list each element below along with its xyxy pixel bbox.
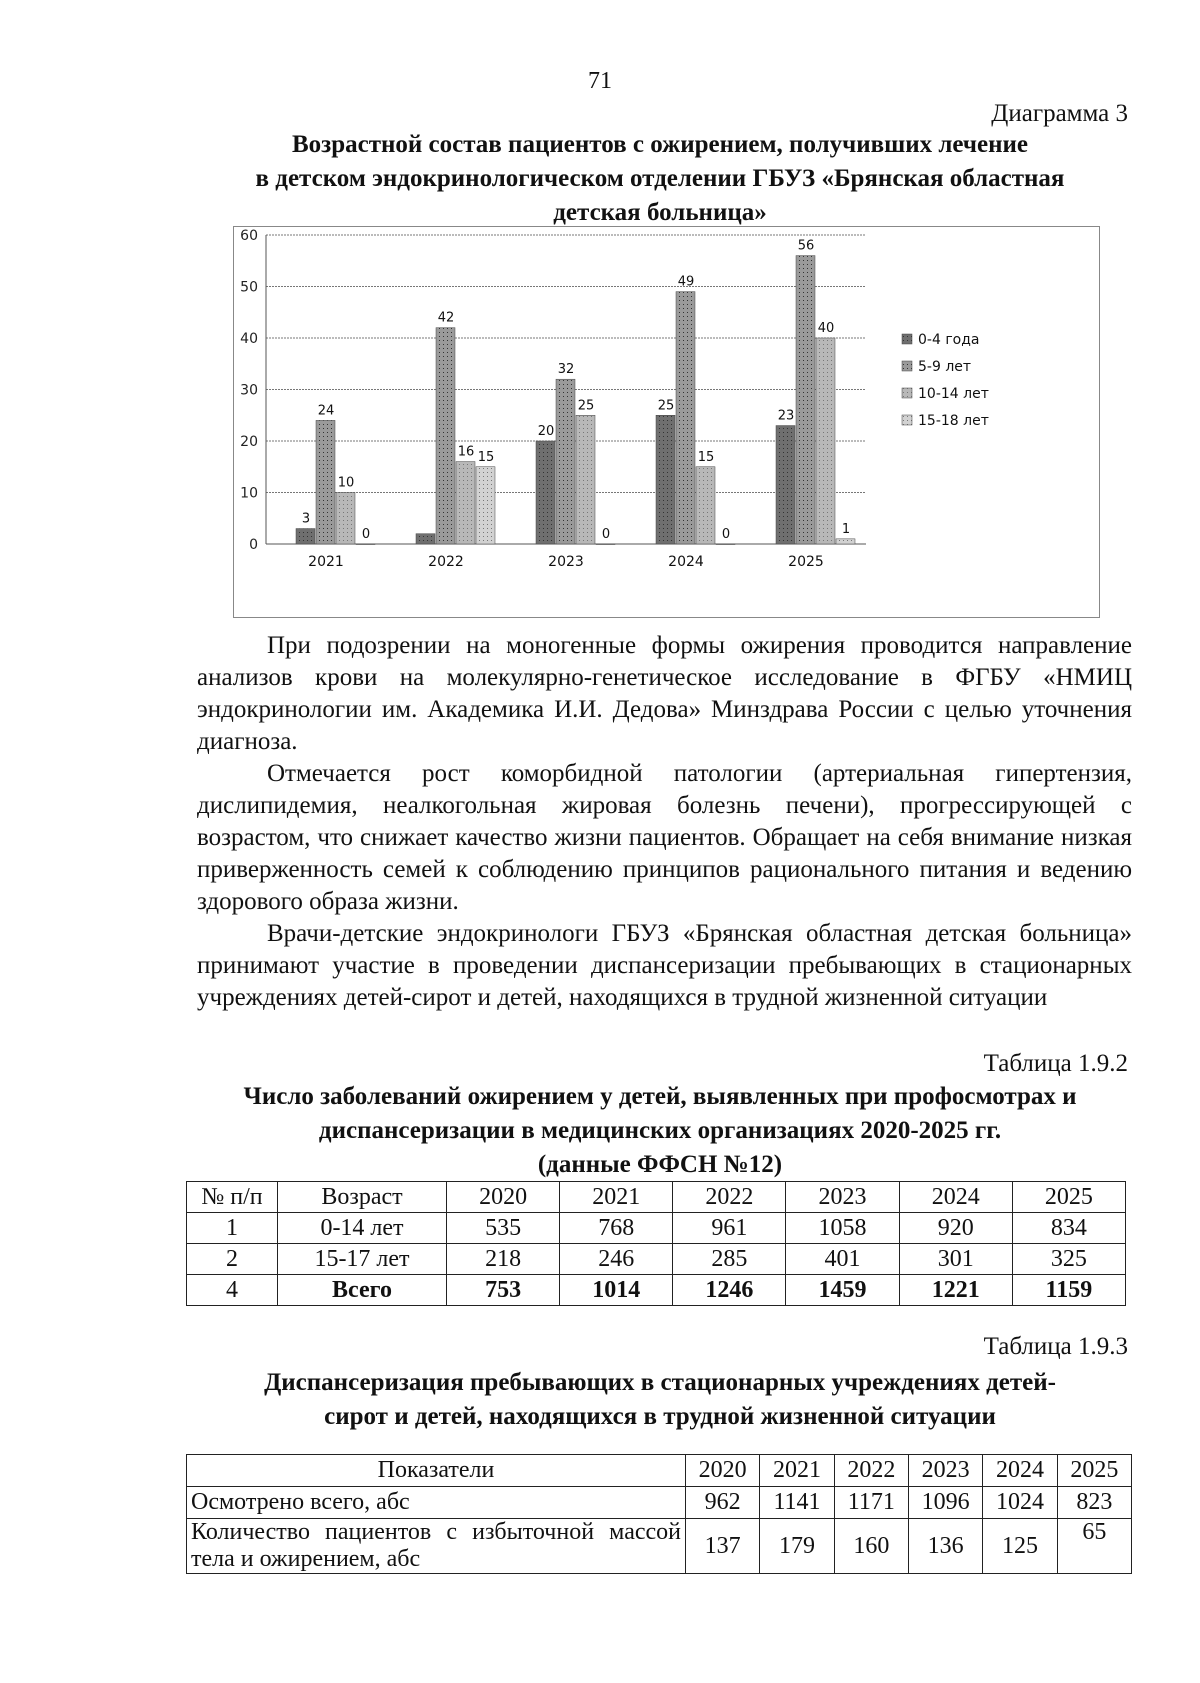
data-label: 0 — [361, 527, 371, 542]
legend-swatch — [902, 334, 912, 344]
bar — [716, 544, 735, 545]
header-cell: 2024 — [983, 1455, 1057, 1487]
data-label: 20 — [537, 424, 555, 439]
bar — [576, 415, 595, 544]
header-cell: 2025 — [1012, 1182, 1125, 1213]
table-row — [187, 1519, 1132, 1574]
table-cell: 1221 — [899, 1275, 1012, 1306]
table-cell: 920 — [899, 1213, 1012, 1244]
table2-title — [180, 1366, 1140, 1434]
data-label: 42 — [437, 310, 455, 326]
bar — [776, 426, 795, 544]
header-cell: 2025 — [1057, 1455, 1131, 1487]
legend-label: 0-4 года — [918, 332, 980, 348]
x-tick-label: 2021 — [308, 554, 344, 570]
header-cell: 2024 — [899, 1182, 1012, 1213]
bar — [816, 338, 835, 544]
header-cell: 2020 — [447, 1182, 560, 1213]
bar — [676, 292, 695, 544]
y-tick-label: 10 — [240, 485, 258, 502]
bar — [356, 544, 375, 545]
y-tick-label: 40 — [240, 331, 258, 347]
legend-swatch — [902, 415, 912, 425]
bar — [596, 544, 615, 545]
data-label: 15 — [477, 449, 495, 465]
table-obesity-cases — [186, 1181, 1126, 1306]
table-cell: 325 — [1012, 1244, 1125, 1275]
header-cell: 2023 — [786, 1182, 899, 1213]
x-tick-label: 2025 — [788, 554, 824, 570]
data-label: 25 — [657, 398, 675, 414]
table-cell: 1141 — [760, 1487, 834, 1519]
y-tick-label: 30 — [240, 382, 258, 399]
table-cell: 962 — [686, 1487, 760, 1519]
table-cell: 246 — [560, 1244, 673, 1275]
table-cell: 15-17 лет — [278, 1244, 447, 1275]
table-cell: 1058 — [786, 1213, 899, 1244]
data-label: 40 — [817, 321, 835, 336]
data-label: 32 — [557, 362, 575, 378]
header-cell: 2023 — [908, 1455, 982, 1487]
data-label: 10 — [337, 475, 355, 491]
table-cell: Количество пациентов с избыточной массой тела и ожирением, абс — [187, 1519, 686, 1574]
table-cell: 125 — [983, 1519, 1057, 1574]
data-label: 15 — [697, 449, 715, 465]
diagram-title-line: Возрастной состав пациентов с ожирением, получивших лечение — [291, 131, 1029, 158]
y-tick-label: 0 — [249, 537, 258, 553]
bar — [456, 462, 475, 544]
bar — [696, 467, 715, 544]
table-cell: 1096 — [908, 1487, 982, 1519]
bar — [316, 420, 335, 544]
table-cell: 1171 — [834, 1487, 908, 1519]
data-label: 16 — [457, 444, 475, 460]
bar — [556, 379, 575, 544]
bar — [836, 539, 855, 544]
header-cell: Возраст — [278, 1182, 447, 1213]
table-cell: 753 — [447, 1275, 560, 1306]
x-tick-label: 2024 — [668, 554, 704, 570]
x-tick-label: 2022 — [428, 554, 464, 570]
table-cell: 834 — [1012, 1213, 1125, 1244]
paragraph: Врачи-детские эндокринологи ГБУЗ «Брянская областная детская больница» принимают участие в проведении диспансеризации пребывающих в стационарных учреждениях детей-сирот и детей, находящихся в трудной жизненной ситуации — [197, 920, 1132, 1011]
legend-label: 5-9 лет — [918, 359, 972, 375]
table-cell: 179 — [760, 1519, 834, 1574]
table-cell: 218 — [447, 1244, 560, 1275]
table-cell: 1159 — [1012, 1275, 1125, 1306]
data-label: 3 — [301, 511, 311, 527]
y-tick-label: 60 — [240, 228, 258, 244]
table-row — [187, 1244, 1126, 1275]
header-cell: 2021 — [760, 1455, 834, 1487]
page-number: 71 — [588, 68, 612, 94]
table1-title-line: Число заболеваний ожирением у детей, выявленных при профосмотрах и — [243, 1083, 1077, 1110]
data-label: 56 — [797, 238, 815, 254]
bar — [416, 534, 435, 544]
table-cell: 1 — [187, 1213, 278, 1244]
table2-label: Таблица 1.9.3 — [983, 1333, 1128, 1360]
table1-title — [180, 1080, 1140, 1182]
table-cell: Осмотрено всего, абс — [187, 1487, 686, 1519]
table-row — [187, 1487, 1132, 1519]
table-cell: 4 — [187, 1275, 278, 1306]
table-cell: 1014 — [560, 1275, 673, 1306]
y-tick-label: 50 — [240, 279, 258, 296]
bar — [796, 256, 815, 544]
table-cell: 65 — [1057, 1519, 1131, 1574]
bar-chart — [233, 226, 1100, 618]
table-cell: Всего — [278, 1275, 447, 1306]
y-tick-label: 20 — [240, 434, 258, 450]
header-cell: 2020 — [686, 1455, 760, 1487]
paragraph: При подозрении на моногенные формы ожирения проводится направление анализов крови на молекулярно-генетическое исследование в ФГБУ «НМИЦ эндокринологии им. Академика И.И. Дедова» Минздрава России с целью уточнения диагноза. — [197, 632, 1132, 755]
table-header-row — [187, 1455, 1132, 1487]
table-cell: 961 — [673, 1213, 786, 1244]
table-cell: 823 — [1057, 1487, 1131, 1519]
body-text — [197, 630, 1132, 1014]
bar — [656, 415, 675, 544]
table-row — [187, 1213, 1126, 1244]
paragraph: Отмечается рост коморбидной патологии (артериальная гипертензия, дислипидемия, неалкогольная жировая болезнь печени), прогрессирующей с возрастом, что снижает качество жизни пациентов. Обращает на себя внимание низкая приверженность семей к соблюдению принципов рационального питания и ведению здорового образа жизни. — [197, 760, 1132, 915]
table1-title-line: диспансеризации в медицинских организациях 2020-2025 гг. — [318, 1117, 1002, 1144]
table1-title-line: (данные ФФСН №12) — [537, 1151, 783, 1178]
table-cell: 1459 — [786, 1275, 899, 1306]
chart-svg — [234, 227, 1099, 617]
diagram-title-line: детская больница» — [553, 199, 767, 226]
table2-title-line: Диспансеризация пребывающих в стационарных учреждениях детей- — [264, 1369, 1056, 1396]
data-label: 1 — [841, 521, 851, 537]
table-header-row — [187, 1182, 1126, 1213]
data-label: 24 — [317, 403, 335, 419]
table-cell: 285 — [673, 1244, 786, 1275]
data-label: 0 — [721, 527, 731, 542]
data-label: 49 — [677, 274, 695, 290]
legend-label: 15-18 лет — [918, 413, 989, 429]
table-cell: 2 — [187, 1244, 278, 1275]
bar — [296, 529, 315, 544]
table-total-row — [187, 1275, 1126, 1306]
table-cell: 1024 — [983, 1487, 1057, 1519]
diagram-title-line: в детском эндокринологическом отделении ГБУЗ «Брянская областная — [255, 165, 1065, 192]
bar — [536, 441, 555, 544]
table-cell: 1246 — [673, 1275, 786, 1306]
table-cell: 160 — [834, 1519, 908, 1574]
header-cell: 2021 — [560, 1182, 673, 1213]
data-label: 25 — [577, 398, 595, 414]
bar — [436, 328, 455, 544]
table-cell: 535 — [447, 1213, 560, 1244]
legend-swatch — [902, 388, 912, 398]
table-cell: 137 — [686, 1519, 760, 1574]
table-cell: 301 — [899, 1244, 1012, 1275]
table-cell: 0-14 лет — [278, 1213, 447, 1244]
table1-label: Таблица 1.9.2 — [983, 1050, 1128, 1077]
diagram-title — [180, 128, 1140, 230]
bar — [476, 467, 495, 544]
legend-label: 10-14 лет — [918, 386, 989, 402]
header-cell: 2022 — [673, 1182, 786, 1213]
table-dispensarization — [186, 1454, 1132, 1574]
diagram-label: Диаграмма 3 — [991, 100, 1128, 127]
legend-swatch — [902, 361, 912, 371]
table-cell: 401 — [786, 1244, 899, 1275]
table-cell: 768 — [560, 1213, 673, 1244]
x-tick-label: 2023 — [548, 554, 584, 570]
data-label: 0 — [601, 527, 611, 542]
data-label: 23 — [777, 408, 795, 424]
header-cell: Показатели — [187, 1455, 686, 1487]
table2-title-line: сирот и детей, находящихся в трудной жизненной ситуации — [324, 1403, 996, 1430]
header-cell: 2022 — [834, 1455, 908, 1487]
bar — [336, 493, 355, 545]
table-cell: 136 — [908, 1519, 982, 1574]
header-cell: № п/п — [187, 1182, 278, 1213]
